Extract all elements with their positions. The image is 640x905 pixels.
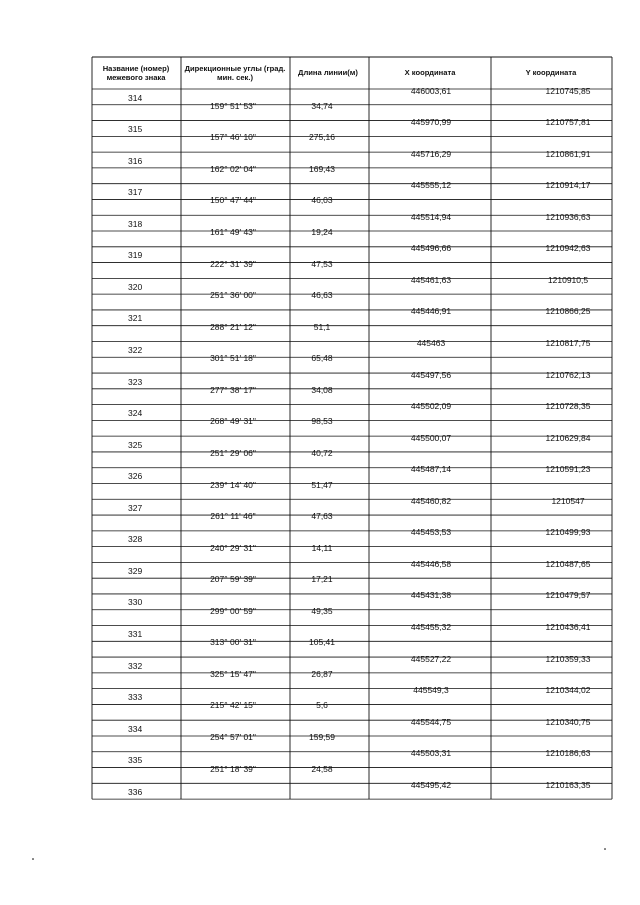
y-coordinate: 1210728,35 (545, 401, 591, 412)
y-coordinate: 1210487,65 (545, 558, 591, 569)
direction-angle: 251° 18' 39" (210, 763, 256, 774)
line-length: 46,03 (311, 195, 333, 206)
y-coordinate: 1210817,75 (545, 337, 591, 348)
direction-angle: 313° 00' 31" (210, 637, 256, 648)
line-length: 105,41 (309, 637, 335, 648)
x-coordinate: 445460,82 (410, 495, 452, 506)
direction-angle: 268° 49' 31" (210, 416, 256, 427)
y-coordinate: 1210942,63 (545, 243, 591, 254)
x-coordinate: 445446,58 (410, 558, 452, 569)
point-name: 317 (128, 187, 143, 198)
point-name: 332 (128, 660, 143, 671)
y-coordinate: 1210866,25 (545, 306, 591, 317)
x-coordinate: 445555,12 (410, 180, 452, 191)
line-length: 98,53 (311, 416, 333, 427)
direction-angle: 162° 02' 04" (210, 163, 256, 174)
direction-angle: 301° 51' 18" (210, 353, 256, 364)
line-length: 169,43 (309, 163, 335, 174)
line-length: 14,11 (311, 542, 333, 553)
x-coordinate: 445716,29 (410, 148, 452, 159)
y-coordinate: 1210861,91 (545, 148, 591, 159)
scan-speck (32, 858, 34, 860)
direction-angle: 222° 31' 39" (210, 258, 256, 269)
line-length: 34,74 (311, 100, 333, 111)
direction-angle: 159° 51' 53" (210, 100, 256, 111)
point-name: 315 (128, 124, 143, 135)
y-coordinate: 1210479,57 (545, 590, 591, 601)
x-coordinate: 445549,3 (413, 685, 449, 696)
y-coordinate: 1210547 (551, 495, 585, 506)
point-name: 329 (128, 565, 143, 576)
line-length: 46,63 (311, 290, 333, 301)
point-name: 321 (128, 313, 143, 324)
point-name: 316 (128, 155, 143, 166)
direction-angle: 325° 15' 47" (210, 668, 256, 679)
line-length: 51,1 (313, 321, 331, 332)
point-name: 322 (128, 344, 143, 355)
line-length: 51,47 (311, 479, 333, 490)
point-name: 331 (128, 629, 143, 640)
direction-angle: 251° 29' 06" (210, 447, 256, 458)
line-length: 49,35 (311, 605, 333, 616)
x-coordinate: 445487,14 (410, 464, 452, 475)
point-name: 319 (128, 250, 143, 261)
point-name: 330 (128, 597, 143, 608)
line-length: 5,6 (316, 700, 328, 711)
direction-angle: 207° 59' 39" (210, 574, 256, 585)
line-length: 26,87 (311, 668, 333, 679)
direction-angle: 240° 29' 31" (210, 542, 256, 553)
point-name: 335 (128, 755, 143, 766)
x-coordinate: 445970,99 (410, 117, 452, 128)
y-coordinate: 1210186,63 (545, 748, 591, 759)
x-coordinate: 445455,32 (410, 622, 452, 633)
point-name: 318 (128, 218, 143, 229)
line-length: 159,59 (309, 731, 335, 742)
x-coordinate: 445497,56 (410, 369, 452, 380)
x-coordinate: 445527,22 (410, 653, 452, 664)
direction-angle: 299° 00' 59" (210, 605, 256, 616)
x-coordinate: 445544,75 (410, 716, 452, 727)
line-length: 65,48 (311, 353, 333, 364)
y-coordinate: 1210757,81 (545, 117, 591, 128)
header-name: Название (номер) межевого знака (102, 64, 170, 82)
x-coordinate: 445502,09 (410, 401, 452, 412)
direction-angle: 288° 21' 12" (210, 321, 256, 332)
point-name: 334 (128, 723, 143, 734)
line-length: 24,58 (311, 763, 333, 774)
point-name: 324 (128, 408, 143, 419)
y-coordinate: 1210340,75 (545, 716, 591, 727)
x-coordinate: 445461,63 (410, 274, 452, 285)
y-coordinate: 1210344,02 (545, 685, 591, 696)
direction-angle: 239° 14' 40" (210, 479, 256, 490)
point-name: 333 (128, 692, 143, 703)
header-length: Длина линии(м) (298, 68, 358, 77)
y-coordinate: 1210591,23 (545, 464, 591, 475)
x-coordinate: 445453,53 (410, 527, 452, 538)
x-coordinate: 445463 (416, 337, 446, 348)
x-coordinate: 446003,61 (410, 85, 452, 96)
y-coordinate: 1210936,63 (545, 211, 591, 222)
x-coordinate: 445496,66 (410, 243, 452, 254)
y-coordinate: 1210499,93 (545, 527, 591, 538)
header-angles: Дирекционные углы (град. мин. сек.) (184, 64, 286, 82)
y-coordinate: 1210910,5 (547, 274, 589, 285)
point-name: 314 (128, 92, 143, 103)
y-coordinate: 1210359,33 (545, 653, 591, 664)
x-coordinate: 445514,94 (410, 211, 452, 222)
direction-angle: 157° 46' 10" (210, 132, 256, 143)
header-y: Y координата (525, 68, 577, 77)
line-length: 17,21 (311, 574, 333, 585)
point-name: 326 (128, 471, 143, 482)
point-name: 336 (128, 786, 143, 797)
direction-angle: 215° 42' 15" (210, 700, 256, 711)
line-length: 34,08 (311, 384, 333, 395)
x-coordinate: 445500,07 (410, 432, 452, 443)
line-length: 47,63 (311, 511, 333, 522)
line-length: 47,53 (311, 258, 333, 269)
point-name: 320 (128, 281, 143, 292)
direction-angle: 254° 57' 01" (210, 731, 256, 742)
scan-speck (604, 848, 606, 850)
point-name: 325 (128, 439, 143, 450)
point-name: 327 (128, 502, 143, 513)
direction-angle: 251° 36' 00" (210, 290, 256, 301)
y-coordinate: 1210163,35 (545, 779, 591, 790)
direction-angle: 161° 49' 43" (210, 227, 256, 238)
x-coordinate: 445431,38 (410, 590, 452, 601)
y-coordinate: 1210629,84 (545, 432, 591, 443)
header-x: X координата (404, 68, 456, 77)
direction-angle: 277° 38' 17" (210, 384, 256, 395)
line-length: 275,16 (309, 132, 335, 143)
line-length: 19,24 (311, 227, 333, 238)
x-coordinate: 445446,91 (410, 306, 452, 317)
y-coordinate: 1210436,41 (545, 622, 591, 633)
x-coordinate: 445503,31 (410, 748, 452, 759)
y-coordinate: 1210914,17 (545, 180, 591, 191)
point-name: 328 (128, 534, 143, 545)
y-coordinate: 1210745,85 (545, 85, 591, 96)
x-coordinate: 445495,42 (410, 779, 452, 790)
direction-angle: 150° 47' 44" (210, 195, 256, 206)
direction-angle: 261° 11' 46" (210, 511, 256, 522)
line-length: 40,72 (311, 447, 333, 458)
point-name: 323 (128, 376, 143, 387)
y-coordinate: 1210762,13 (545, 369, 591, 380)
